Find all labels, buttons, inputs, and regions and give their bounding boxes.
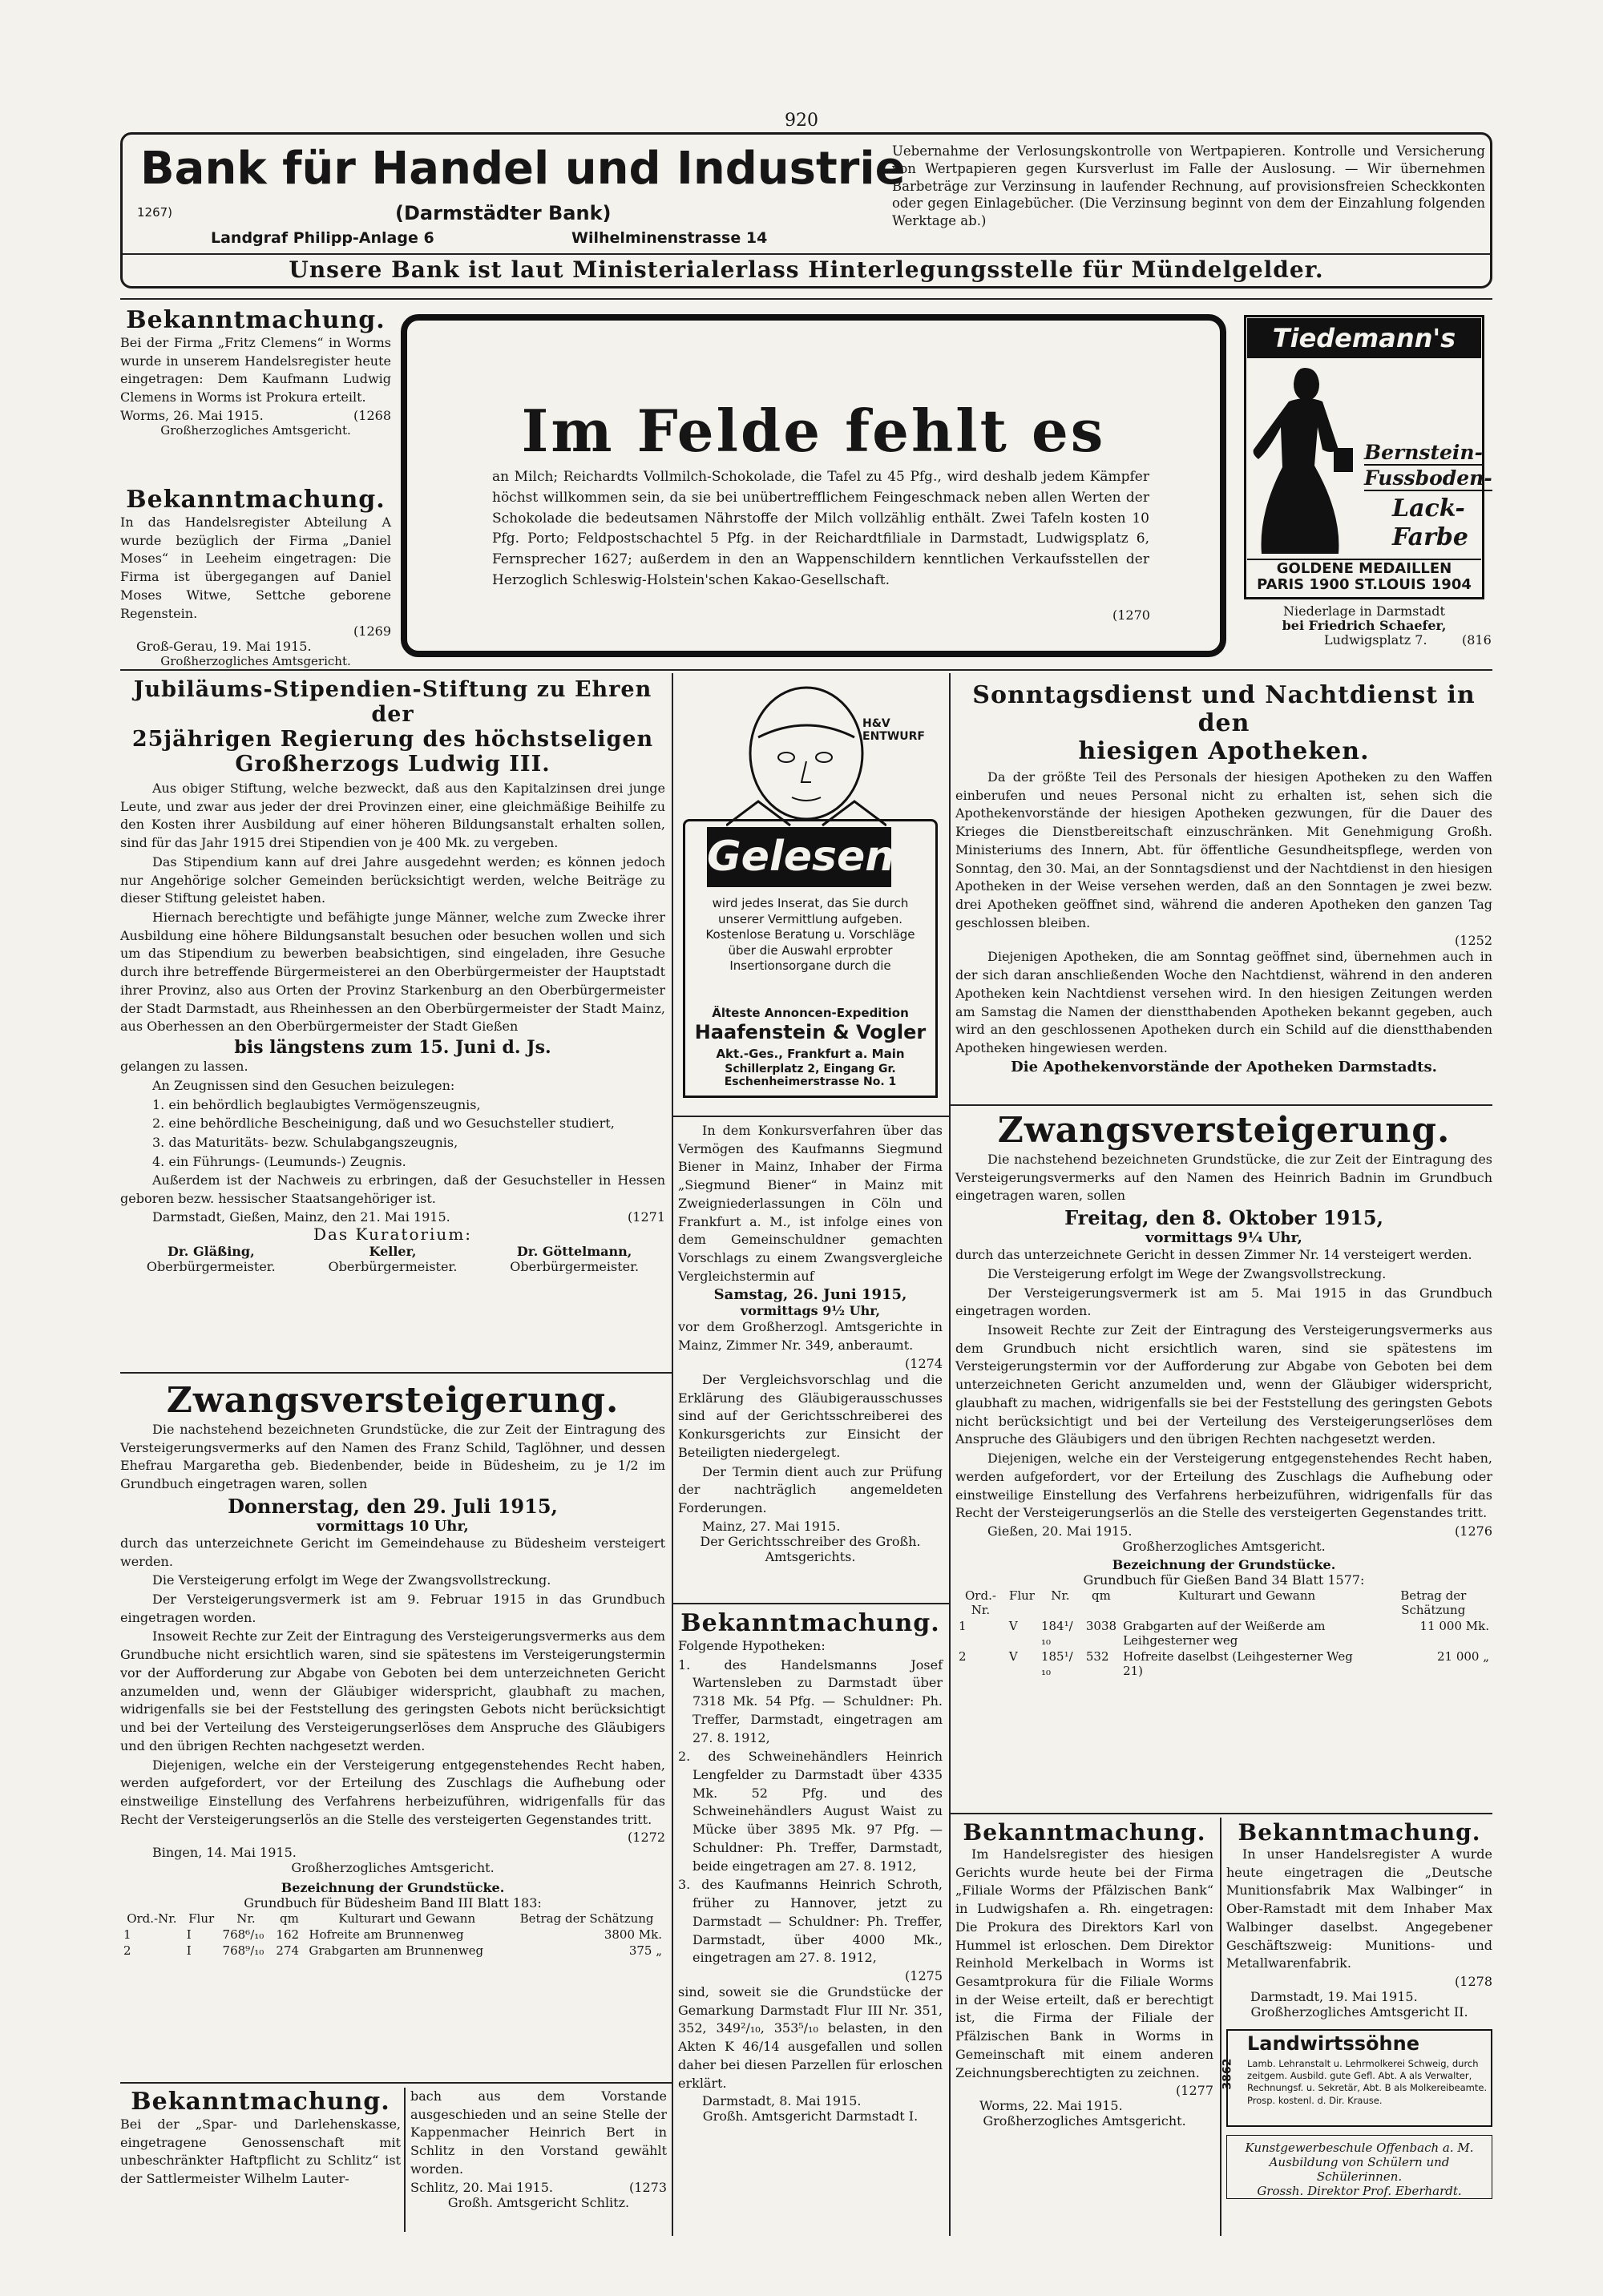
notice-munitionsfabrik — [1226, 1819, 1492, 2020]
stipend-title-1: Jubiläums-Stipendien-Stiftung zu Ehren der — [133, 677, 652, 727]
auction-heading: Zwangsversteigerung. — [997, 1110, 1451, 1151]
table-cell: Hofreite am Brunnenweg — [309, 1927, 464, 1943]
hypotheken-item-2: 2. des Schweinehändlers Heinrich Lengfelder zu Darmstadt über 4335 Mk. 52 Pfg. und des Schweinehändlers August Waist zu Mücke über 3895 Mk. 97 Pfg. — Schuldner: Ph. Treffer, Darmstadt, beide eingetragen am 27. 8. 1912, — [678, 1749, 943, 1874]
tiedemann-ref: (816 — [1462, 632, 1492, 648]
konkurs-date: Mainz, 27. Mai 1915. — [702, 1518, 841, 1534]
notice-ref: (1278 — [1455, 1974, 1492, 1990]
stipend-p1: Aus obiger Stiftung, welche bezweckt, daß aus den Kapitalzinsen drei junge Leute, und zwar aus jeder der drei Provinzen einer, eine gleichmäßige Beihilfe zu den Kosten ihrer Ausbildung auf einer höheren Bildungsanstalt erhalten sollen, sind für das Jahr 1915 drei Stipendien von je 400 Mk. zu vergeben. — [120, 781, 665, 851]
konkurs-p2: vor dem Großherzogl. Amtsgerichte in Mainz, Zimmer Nr. 349, anberaumt. — [678, 1319, 943, 1354]
gelesen-text-2: Älteste Annoncen-Expedition — [712, 1006, 909, 1020]
table-cell: 184¹/₁₀ — [1040, 1618, 1073, 1648]
notice-ref: (1268 — [353, 407, 391, 423]
auction-table — [120, 1911, 665, 1959]
stipend-item-1: 1. ein behördlich beglaubigtes Vermögenszeugnis, — [152, 1096, 481, 1112]
stipend-title-2: 25jährigen Regierung des höchstseligen — [131, 727, 654, 752]
konkurs-p3: Der Vergleichsvorschlag und die Erklärung des Gläubigerausschusses sind auf der Gerichtsschreiberei des Konkursgerichts zur Einsicht der Beteiligten niedergelegt. — [678, 1371, 943, 1460]
table-cell: 2 — [123, 1943, 131, 1959]
notice-heading: Bekanntmachung. — [126, 306, 386, 334]
table-header: Ord.-Nr. — [127, 1911, 177, 1927]
auction-table-title: Bezeichnung der Grundstücke. — [281, 1880, 505, 1896]
kunstgewerbe-ad — [1226, 2135, 1492, 2199]
auction-p3: Die Versteigerung erfolgt im Wege der Zwangsvollstreckung. — [987, 1265, 1387, 1281]
auction-date: Bingen, 14. Mai 1915. — [152, 1845, 297, 1861]
gelesen-word: Gelesen — [707, 827, 891, 887]
table-row — [955, 1618, 1492, 1648]
milk-ad — [401, 314, 1226, 657]
gelesen-text-4: Akt.-Ges., Frankfurt a. Main — [716, 1047, 905, 1061]
tiedemann-dealer-1: Niederlage in Darmstadt — [1283, 603, 1445, 619]
auction-giessen — [955, 1110, 1492, 1679]
hypotheken-p2: sind, soweit sie die Grundstücke der Gemarkung Darmstadt Flur III Nr. 351, 352, 349²/₁₀, 353⁵/₁₀ belasten, in den Akten K 46/14 ausgefallen und sollen daher bei diesen Parzellen für erloschen erklärt. — [678, 1983, 943, 2091]
gelesen-logo: H&V ENTWURF — [862, 717, 925, 743]
hypotheken-item-3: 3. des Kaufmanns Heinrich Schroth, früher zu Hannover, jetzt zu Darmstadt — Schuldner: Ph. Treffer, Darmstadt, über 4000 Mk., eingetragen am 27. 8. 1912, — [678, 1877, 943, 1966]
gelesen-text-5: Schillerplatz 2, Eingang Gr. Eschenheimerstrasse No. 1 — [724, 1063, 897, 1088]
bank-ad — [120, 132, 1492, 289]
stipend-p4: gelangen zu lassen. — [120, 1059, 248, 1075]
table-cell: V — [1008, 1648, 1018, 1664]
stipend-notice — [120, 677, 665, 1274]
sig3-role: Oberbürgermeister. — [510, 1258, 640, 1274]
table-cell: 3800 Mk. — [604, 1927, 662, 1943]
konkurs-notice — [678, 1122, 943, 1564]
konkurs-date-line: Samstag, 26. Juni 1915, — [713, 1286, 907, 1304]
notice-ref: (1269 — [353, 623, 391, 640]
stipend-date: Darmstadt, Gießen, Mainz, den 21. Mai 1915. — [152, 1209, 450, 1225]
hypotheken-ref: (1275 — [905, 1967, 943, 1983]
auction-ref: (1272 — [628, 1830, 665, 1846]
hypotheken-item-1: 1. des Handelsmanns Josef Wartensleben zu Darmstadt über 7318 Mk. 54 Pfg. — Schuldner: Ph. Treffer, Darmstadt, eingetragen am 27. 8. 1912, — [678, 1656, 943, 1745]
auction-date-line: Donnerstag, den 29. Juli 1915, — [228, 1494, 558, 1518]
table-cell: Grabgarten am Brunnenweg — [309, 1943, 484, 1959]
notice-body: Im Handelsregister des hiesigen Gerichts wurde heute bei der Firma „Filiale Worms der Pfälzischen Bank“ in Ludwigshafen a. Rh. eingetragen: Die Prokura des Direktors Karl von Hummel ist erloschen. Dem Direktor Reinhold Merkelbach in Worms ist Gesamtprokura für die Filiale Worms in der Weise erteilt, daß er berechtigt ist, die Firma der Filiale der Pfälzischen Bank in Worms in Gemeinschaft mit einem anderen Zeichnungsberechtigten zu zeichnen. — [955, 1846, 1213, 2080]
auction-time-line: vormittags 9¼ Uhr, — [1145, 1229, 1302, 1247]
notice-court: Großherzogliches Amtsgericht II. — [1250, 2004, 1468, 2020]
sig1-role: Oberbürgermeister. — [146, 1258, 276, 1274]
table-cell: 768⁹/₁₀ — [222, 1943, 264, 1959]
tiedemann-product-1: Bernstein- — [1364, 441, 1483, 464]
bank-services: Uebernahme der Verlosungskontrolle von Wertpapieren. Kontrolle und Versicherung von Wertpapieren gegen Kursverlust im Falle der Auslosung. — Wir übernehmen Barbeträge zur Verzinsung in laufender Rechnung, auf provisionsfreien Scheckkonten oder gegen Einlagebücher. (Die Verzinsung beginnt von dem der Einzahlung folgenden Werktage ab.) — [892, 143, 1485, 229]
notice-date: Darmstadt, 19. Mai 1915. — [1250, 1989, 1418, 2005]
milk-headline: Im Felde fehlt es — [521, 397, 1106, 465]
landwirt-title: Landwirtssöhne — [1247, 2032, 1419, 2055]
hypotheken-heading: Bekanntmachung. — [680, 1609, 940, 1637]
table-header: Kulturart und Gewann — [338, 1911, 476, 1927]
milk-body: an Milch; Reichardts Vollmilch-Schokolade, die Tafel zu 45 Pfg., wird deshalb jedem Kämpfer höchst willkommen sein, da sie bei unübertrefflichem Feingeschmack neben allen Werten der Schokolade die bedeutsamen Nährstoffe der Milch vollzählig enthält. Zwei Tafeln kosten 10 Pfg. Porto; Feldpostschachtel 5 Pfg. in der Reichardtfiliale in Darmstadt, Ludwigsplatz 6, Fernsprecher 1627; außerdem in den an Wappenschildern kenntlichen Verkaufsstellen der Herzoglich Schleswig-Holstein'schen Kakao-Gesellschaft. — [492, 469, 1149, 589]
tiedemann-product-4: Farbe — [1392, 523, 1468, 551]
spar-heading: Bekanntmachung. — [131, 2088, 390, 2116]
table-cell: 11 000 Mk. — [1419, 1618, 1489, 1633]
table-header: Nr. — [236, 1911, 256, 1927]
reader-face-illustration — [726, 681, 886, 833]
table-cell: 375 „ — [628, 1943, 662, 1959]
auction-p1: Die nachstehend bezeichneten Grundstücke, die zur Zeit der Eintragung des Versteigerungsvermerks auf den Namen des Franz Schild, Taglöhner, und dessen Ehefrau Margaretha geb. Biedenbender, beide in Büdesheim, zu je 1/2 im Grundbuch eingetragen waren, sollen — [120, 1422, 665, 1492]
auction-p5: Insoweit Rechte zur Zeit der Eintragung des Versteigerungsvermerks aus dem Grundbuche nicht ersichtlich waren, sind sie spätestens im Versteigerungstermin vor der Aufforderung zur Abgabe von Geboten bei dem unterzeichneten Gericht anzumelden und, wenn der Gläubiger widerspricht, glaubhaft zu machen, widrigenfalls sie bei der Feststellung des geringsten Gebots nicht berücksichtigt und bei der Verteilung des Versteigerungserlöses dem Anspruche des Gläubigers und den übrigen Rechten nachgesetzt werden. — [120, 1628, 665, 1753]
milk-ref: (1270 — [1112, 607, 1150, 623]
table-header: Flur — [188, 1911, 215, 1927]
auction-p2: durch das unterzeichnete Gericht in dessen Zimmer Nr. 14 versteigert werden. — [955, 1247, 1472, 1263]
sunday-title-2: hiesigen Apotheken. — [1078, 737, 1370, 765]
table-header: qm — [1092, 1588, 1111, 1603]
table-header: Kulturart und Gewann — [1178, 1588, 1316, 1603]
table-header: Flur — [1008, 1588, 1035, 1603]
woman-figure-illustration — [1247, 360, 1359, 560]
auction-heading: Zwangsversteigerung. — [166, 1380, 620, 1421]
konkurs-p1: In dem Konkursverfahren über das Vermögen des Kaufmanns Siegmund Biener in Mainz, Inhaber der Firma „Siegmund Biener“ in Mainz mit Zweigniederlassungen in Cöln und Frankfurt a. M., ist infolge eines von dem Gemeinschuldner gemachten Vorschlags zu einem Zwangsvergleiche Vergleichstermin auf — [678, 1123, 943, 1284]
notice-date: Worms, 22. Mai 1915. — [979, 2098, 1123, 2114]
kunstgewerbe-line-1: Kunstgewerbeschule Offenbach a. M. — [1245, 2141, 1474, 2155]
auction-table-title: Bezeichnung der Grundstücke. — [1112, 1556, 1336, 1572]
tiedemann-medals-2: PARIS 1900 ST.LOUIS 1904 — [1257, 576, 1472, 593]
tiedemann-ad — [1236, 309, 1492, 653]
stipend-item-3: 3. das Maturitäts- bezw. Schulabgangszeugnis, — [152, 1134, 458, 1150]
sunday-p1: Da der größte Teil des Personals der hiesigen Apotheken zu den Waffen einberufen und neues Personal nicht zu erhalten ist, sehen sich die Apothekenvorstände der hiesigen Apotheken gezwungen, für die Dauer des Krieges die Dienstbereitschaft einzuschränken. Mit Genehmigung Großh. Ministeriums des Innern, Abt. für öffentliche Gesundheitspflege, werden von Sonntag, den 30. Mai, an der Sonntagsdienst und der Nachtdienst in den hiesigen Apotheken in der Weise versehen werden, daß an den Sonntagen je zwei bezw. drei Apotheken geöffnet sind, während die anderen Apotheken den ganzen Tag geschlossen bleiben. — [955, 769, 1492, 930]
table-cell: 185¹/₁₀ — [1040, 1648, 1073, 1678]
auction-buedesheim — [120, 1380, 665, 1959]
auction-p2: durch das unterzeichnete Gericht im Gemeindehause zu Büdesheim versteigert werden. — [120, 1535, 665, 1569]
spar-cont-date: Schlitz, 20. Mai 1915. — [410, 2179, 553, 2195]
table-cell: Grabgarten auf der Weißerde am Leihgesterner weg — [1123, 1618, 1326, 1648]
spar-notice — [120, 2088, 401, 2189]
table-cell: 532 — [1085, 1648, 1109, 1664]
auction-court: Großherzogliches Amtsgericht. — [1122, 1538, 1326, 1554]
stipend-item-2: 2. eine behördliche Bescheinigung, daß und wo Gesuchsteller studiert, — [152, 1116, 615, 1132]
bank-address-left: Landgraf Philipp-Anlage 6 — [211, 229, 434, 247]
landwirt-ad — [1221, 2029, 1492, 2127]
table-cell: 1 — [959, 1618, 967, 1633]
gelesen-text-3: Haafenstein & Vogler — [694, 1021, 927, 1043]
auction-table — [955, 1588, 1492, 1679]
table-cell: I — [186, 1943, 192, 1959]
table-cell: 3038 — [1085, 1618, 1117, 1633]
auction-p5: Insoweit Rechte zur Zeit der Eintragung des Versteigerungsvermerks aus dem Grundbuch nicht ersichtlich waren, sind sie spätestens im Versteigerungstermin vor der Aufforderung zur Abgabe von Geboten bei dem unterzeichneten Gericht anzumelden und, wenn der Gläubiger widerspricht, glaubhaft zu machen, widrigenfalls sie bei der Feststellung des geringsten Gebots nicht berücksichtigt und bei der Verteilung des Versteigerungserlöses dem Anspruche des Gläubigers und den übrigen Rechten nachgesetzt werden. — [955, 1322, 1492, 1447]
hypotheken-court: Großh. Amtsgericht Darmstadt I. — [702, 2108, 919, 2125]
landwirt-code: 3862 — [1221, 2058, 1234, 2090]
table-cell: 274 — [276, 1943, 300, 1959]
tiedemann-dealer-3: Ludwigsplatz 7. — [1324, 632, 1427, 648]
page-number: 920 — [785, 111, 818, 131]
notice-moses — [120, 486, 391, 668]
notice-date: Groß-Gerau, 19. Mai 1915. — [136, 639, 312, 655]
tiedemann-dealer-2: bei Friedrich Schaefer, — [1282, 618, 1447, 633]
auction-p1: Die nachstehend bezeichneten Grundstücke, die zur Zeit der Eintragung des Versteigerungsvermerks auf den Namen des Heinrich Badnin im Grundbuch eingetragen waren, sollen — [955, 1152, 1492, 1204]
spar-continued — [410, 2088, 667, 2210]
table-header-row — [120, 1911, 665, 1927]
tiedemann-brand: Tiedemann's — [1247, 318, 1481, 358]
gelesen-ad — [678, 681, 943, 1098]
tiedemann-product-2: Fussboden- — [1364, 466, 1492, 490]
table-cell: 768⁶/₁₀ — [222, 1927, 264, 1943]
notice-heading: Bekanntmachung. — [963, 1819, 1206, 1846]
konkurs-p4: Der Termin dient auch zur Prüfung der nachträglich angemeldeten Forderungen. — [678, 1463, 943, 1515]
landwirt-body: Lamb. Lehranstalt u. Lehrmolkerei Schweig, durch zeitgem. Ausbild. gute Gefl. Abt. A als Verwalter, Rechnungsf. u. Sekretär, Abt. B als Molkereibeamte. Prosp. kostenl. d. Dir. Krause. — [1247, 2058, 1488, 2106]
table-header: qm — [280, 1911, 299, 1927]
hypotheken-intro: Folgende Hypotheken: — [678, 1638, 826, 1653]
tiedemann-medals-1: GOLDENE MEDAILLEN — [1247, 559, 1481, 577]
table-row — [120, 1943, 665, 1959]
bank-banner: Unsere Bank ist laut Ministerialerlass Hinterlegungsstelle für Mündelgelder. — [289, 256, 1324, 283]
auction-ref: (1276 — [1455, 1523, 1492, 1539]
table-header-row — [955, 1588, 1492, 1618]
auction-p4: Der Versteigerungsvermerk ist am 5. Mai 1915 in das Grundbuch eingetragen worden. — [955, 1285, 1492, 1319]
table-header: Nr. — [1051, 1588, 1070, 1603]
konkurs-ref: (1274 — [905, 1355, 943, 1371]
notice-court: Großherzogliches Amtsgericht. — [983, 2113, 1186, 2129]
notice-heading: Bekanntmachung. — [126, 486, 386, 514]
spar-cont-body: bach aus dem Vorstande ausgeschieden und an seine Stelle der Kappenmacher Heinrich Bert in Schlitz in den Vorstand gewählt worden. — [410, 2088, 667, 2177]
notice-clemens — [120, 306, 391, 438]
tiedemann-product-3: Lack- — [1392, 494, 1465, 523]
bank-title: Bank für Handel und Industrie — [140, 143, 906, 195]
stipend-p3: Hiernach berechtigte und befähigte junge Männer, welche zum Zwecke ihrer Ausbildung eine höhere Bildungsanstalt besuchen oder besuchen wollen und sich um das Stipendium zu bewerben beabsichtigen, sind eingeladen, ihre Gesuche durch ihre betreffende Bürgermeisterei an den Oberbürgermeister der Hauptstadt ihrer Provinz, also aus Orten der Provinz Starkenburg an den Oberbürgermeister der Stadt Darmstadt, aus Rheinhessen an den Oberbürgermeister der Stadt Mainz, aus Oberhessen an den Oberbürgermeister der Stadt Gießen — [120, 910, 665, 1035]
sunday-title-1: Sonntagsdienst und Nachtdienst in den — [972, 681, 1476, 737]
notice-court: Großherzogliches Amtsgericht. — [160, 422, 351, 438]
auction-court: Großherzogliches Amtsgericht. — [291, 1860, 495, 1876]
sig1-name: Dr. Gläßing, — [167, 1243, 255, 1259]
stipend-ref: (1271 — [628, 1209, 665, 1225]
notice-pfaelzische-bank — [955, 1819, 1213, 2129]
table-header: Betrag der Schätzung — [1400, 1588, 1467, 1617]
table-cell: V — [1008, 1618, 1018, 1633]
notice-heading: Bekanntmachung. — [1238, 1819, 1481, 1846]
sunday-sign: Die Apothekenvorstände der Apotheken Darmstadts. — [1011, 1058, 1437, 1075]
auction-date-line: Freitag, den 8. Oktober 1915, — [1064, 1206, 1383, 1230]
table-row — [955, 1648, 1492, 1679]
stipend-board: Das Kuratorium: — [313, 1224, 473, 1244]
notice-body: In unser Handelsregister A wurde heute eingetragen die „Deutsche Munitionsfabrik Max Walbinger“ in Ober-Ramstadt mit dem Inhaber Max Walbinger daselbst. Angegebener Geschäftszweig: Munitions- und Metallwarenfabrik. — [1226, 1846, 1492, 1971]
spar-body: Bei der „Spar- und Darlehenskasse, eingetragene Genossenschaft mit unbeschränkter Haftpflicht zu Schlitz“ ist der Sattlermeister Wilhelm Lauter- — [120, 2116, 401, 2187]
stipend-title-3: Großherzogs Ludwig III. — [235, 752, 551, 777]
auction-table-subtitle: Grundbuch für Büdesheim Band III Blatt 183: — [244, 1895, 542, 1911]
sunday-p2: Diejenigen Apotheken, die am Sonntag geöffnet sind, übernehmen auch in der sich daran anschließenden Woche den Nachtdienst, während in den anderen Apotheken kein Nachtdienst versehen wird. In den hiesigen Zeitungen werden am Samstag die Namen der dienstthabenden Apotheken bekannt gegeben, auch wird an den geschlossenen Apotheken durch ein Schild auf die dienstthabenden Apotheken hingewiesen werden. — [955, 949, 1492, 1056]
notice-date: Worms, 26. Mai 1915. — [120, 407, 264, 423]
table-cell: I — [186, 1927, 192, 1943]
auction-p6: Diejenigen, welche ein der Versteigerung entgegenstehendes Recht haben, werden aufgefordert, vor der Erteilung des Zuschlags die Aufhebung oder einstweilige Einstellung des Verfahrens herbeizuführen, widrigenfalls für das Recht der Versteigerungserlös an die Stelle des versteigerten Gegenstandes tritt. — [120, 1757, 665, 1827]
stipend-p2: Das Stipendium kann auf drei Jahre ausgedehnt werden; es können jedoch nur Angehörige solcher Gemeinden berücksichtigt werden, welche Beiträge zu dieser Stiftung geleistet haben. — [120, 853, 665, 906]
table-cell: 2 — [959, 1648, 967, 1664]
auction-p3: Die Versteigerung erfolgt im Wege der Zwangsvollstreckung. — [152, 1572, 551, 1588]
spar-cont-court: Großh. Amtsgericht Schlitz. — [447, 2194, 630, 2210]
auction-date: Gießen, 20. Mai 1915. — [987, 1523, 1133, 1539]
stipend-p5: An Zeugnissen sind den Gesuchen beizulegen: — [152, 1077, 455, 1093]
kunstgewerbe-line-2: Ausbildung von Schülern und Schülerinnen. — [1269, 2155, 1450, 2184]
notice-body: Bei der Firma „Fritz Clemens“ in Worms wurde in unserem Handelsregister heute eingetragen: Dem Kaufmann Ludwig Clemens in Worms ist Prokura erteilt. — [120, 335, 391, 406]
table-cell: Hofreite daselbst (Leihgesterner Weg 21) — [1123, 1648, 1353, 1678]
kunstgewerbe-line-3: Grossh. Direktor Prof. Eberhardt. — [1257, 2184, 1462, 2198]
table-row — [120, 1927, 665, 1943]
auction-p4: Der Versteigerungsvermerk ist am 9. Februar 1915 in das Grundbuch eingetragen worden. — [120, 1592, 665, 1625]
stipend-deadline: bis längstens zum 15. Juni d. Js. — [234, 1037, 551, 1059]
spar-cont-ref: (1273 — [629, 2179, 667, 2195]
notice-body: In das Handelsregister Abteilung A wurde bezüglich der Firma „Daniel Moses“ in Leeheim eingetragen: Die Firma ist übergegangen auf Daniel Moses Witwe, Settche geborene Regenstein. — [120, 514, 391, 621]
bank-subtitle: (Darmstädter Bank) — [395, 202, 612, 224]
gelesen-text-1: wird jedes Inserat, das Sie durch unserer Vermittlung aufgeben. Kostenlose Beratung u. Vorschläge über die Auswahl erprobter Insertionsorgane durch die — [705, 896, 915, 973]
sunday-service — [955, 681, 1492, 1075]
konkurs-time-line: vormittags 9½ Uhr, — [740, 1303, 881, 1319]
bank-code: 1267) — [137, 205, 173, 220]
hypotheken-notice — [678, 1609, 943, 2124]
stipend-item-4: 4. ein Führungs- (Leumunds-) Zeugnis. — [152, 1153, 406, 1169]
hypotheken-date: Darmstadt, 8. Mai 1915. — [702, 2093, 862, 2109]
table-cell: 21 000 „ — [1436, 1648, 1489, 1664]
auction-time-line: vormittags 10 Uhr, — [317, 1517, 469, 1535]
notice-court: Großherzogliches Amtsgericht. — [160, 654, 351, 669]
sig3-name: Dr. Göttelmann, — [516, 1243, 632, 1259]
stipend-p6: Außerdem ist der Nachweis zu erbringen, daß der Gesuchsteller in Hessen geboren bezw. hessischer Staatsangehöriger ist. — [120, 1172, 665, 1207]
sig2-name: Keller, — [369, 1243, 417, 1259]
sunday-ref: (1252 — [1455, 933, 1492, 949]
bank-address-right: Wilhelminenstrasse 14 — [571, 229, 768, 247]
auction-table-subtitle: Grundbuch für Gießen Band 34 Blatt 1577: — [1083, 1572, 1365, 1588]
table-cell: 1 — [123, 1927, 131, 1943]
konkurs-court: Der Gerichtsschreiber des Großh. Amtsgerichts. — [700, 1533, 921, 1564]
sig2-role: Oberbürgermeister. — [328, 1258, 458, 1274]
table-header: Ord.-Nr. — [965, 1588, 996, 1617]
auction-p6: Diejenigen, welche ein der Versteigerung entgegenstehendes Recht haben, werden aufgefordert, vor der Erteilung des Zuschlags die Aufhebung oder einstweilige Einstellung des Verfahrens herbeizuführen, widrigenfalls für das Recht der Versteigerungserlös an die Stelle des versteigerten Gegenstandes tritt. — [955, 1451, 1492, 1521]
notice-ref: (1277 — [1176, 2083, 1213, 2099]
table-cell: 162 — [276, 1927, 300, 1943]
table-header: Betrag der Schätzung — [519, 1911, 654, 1927]
